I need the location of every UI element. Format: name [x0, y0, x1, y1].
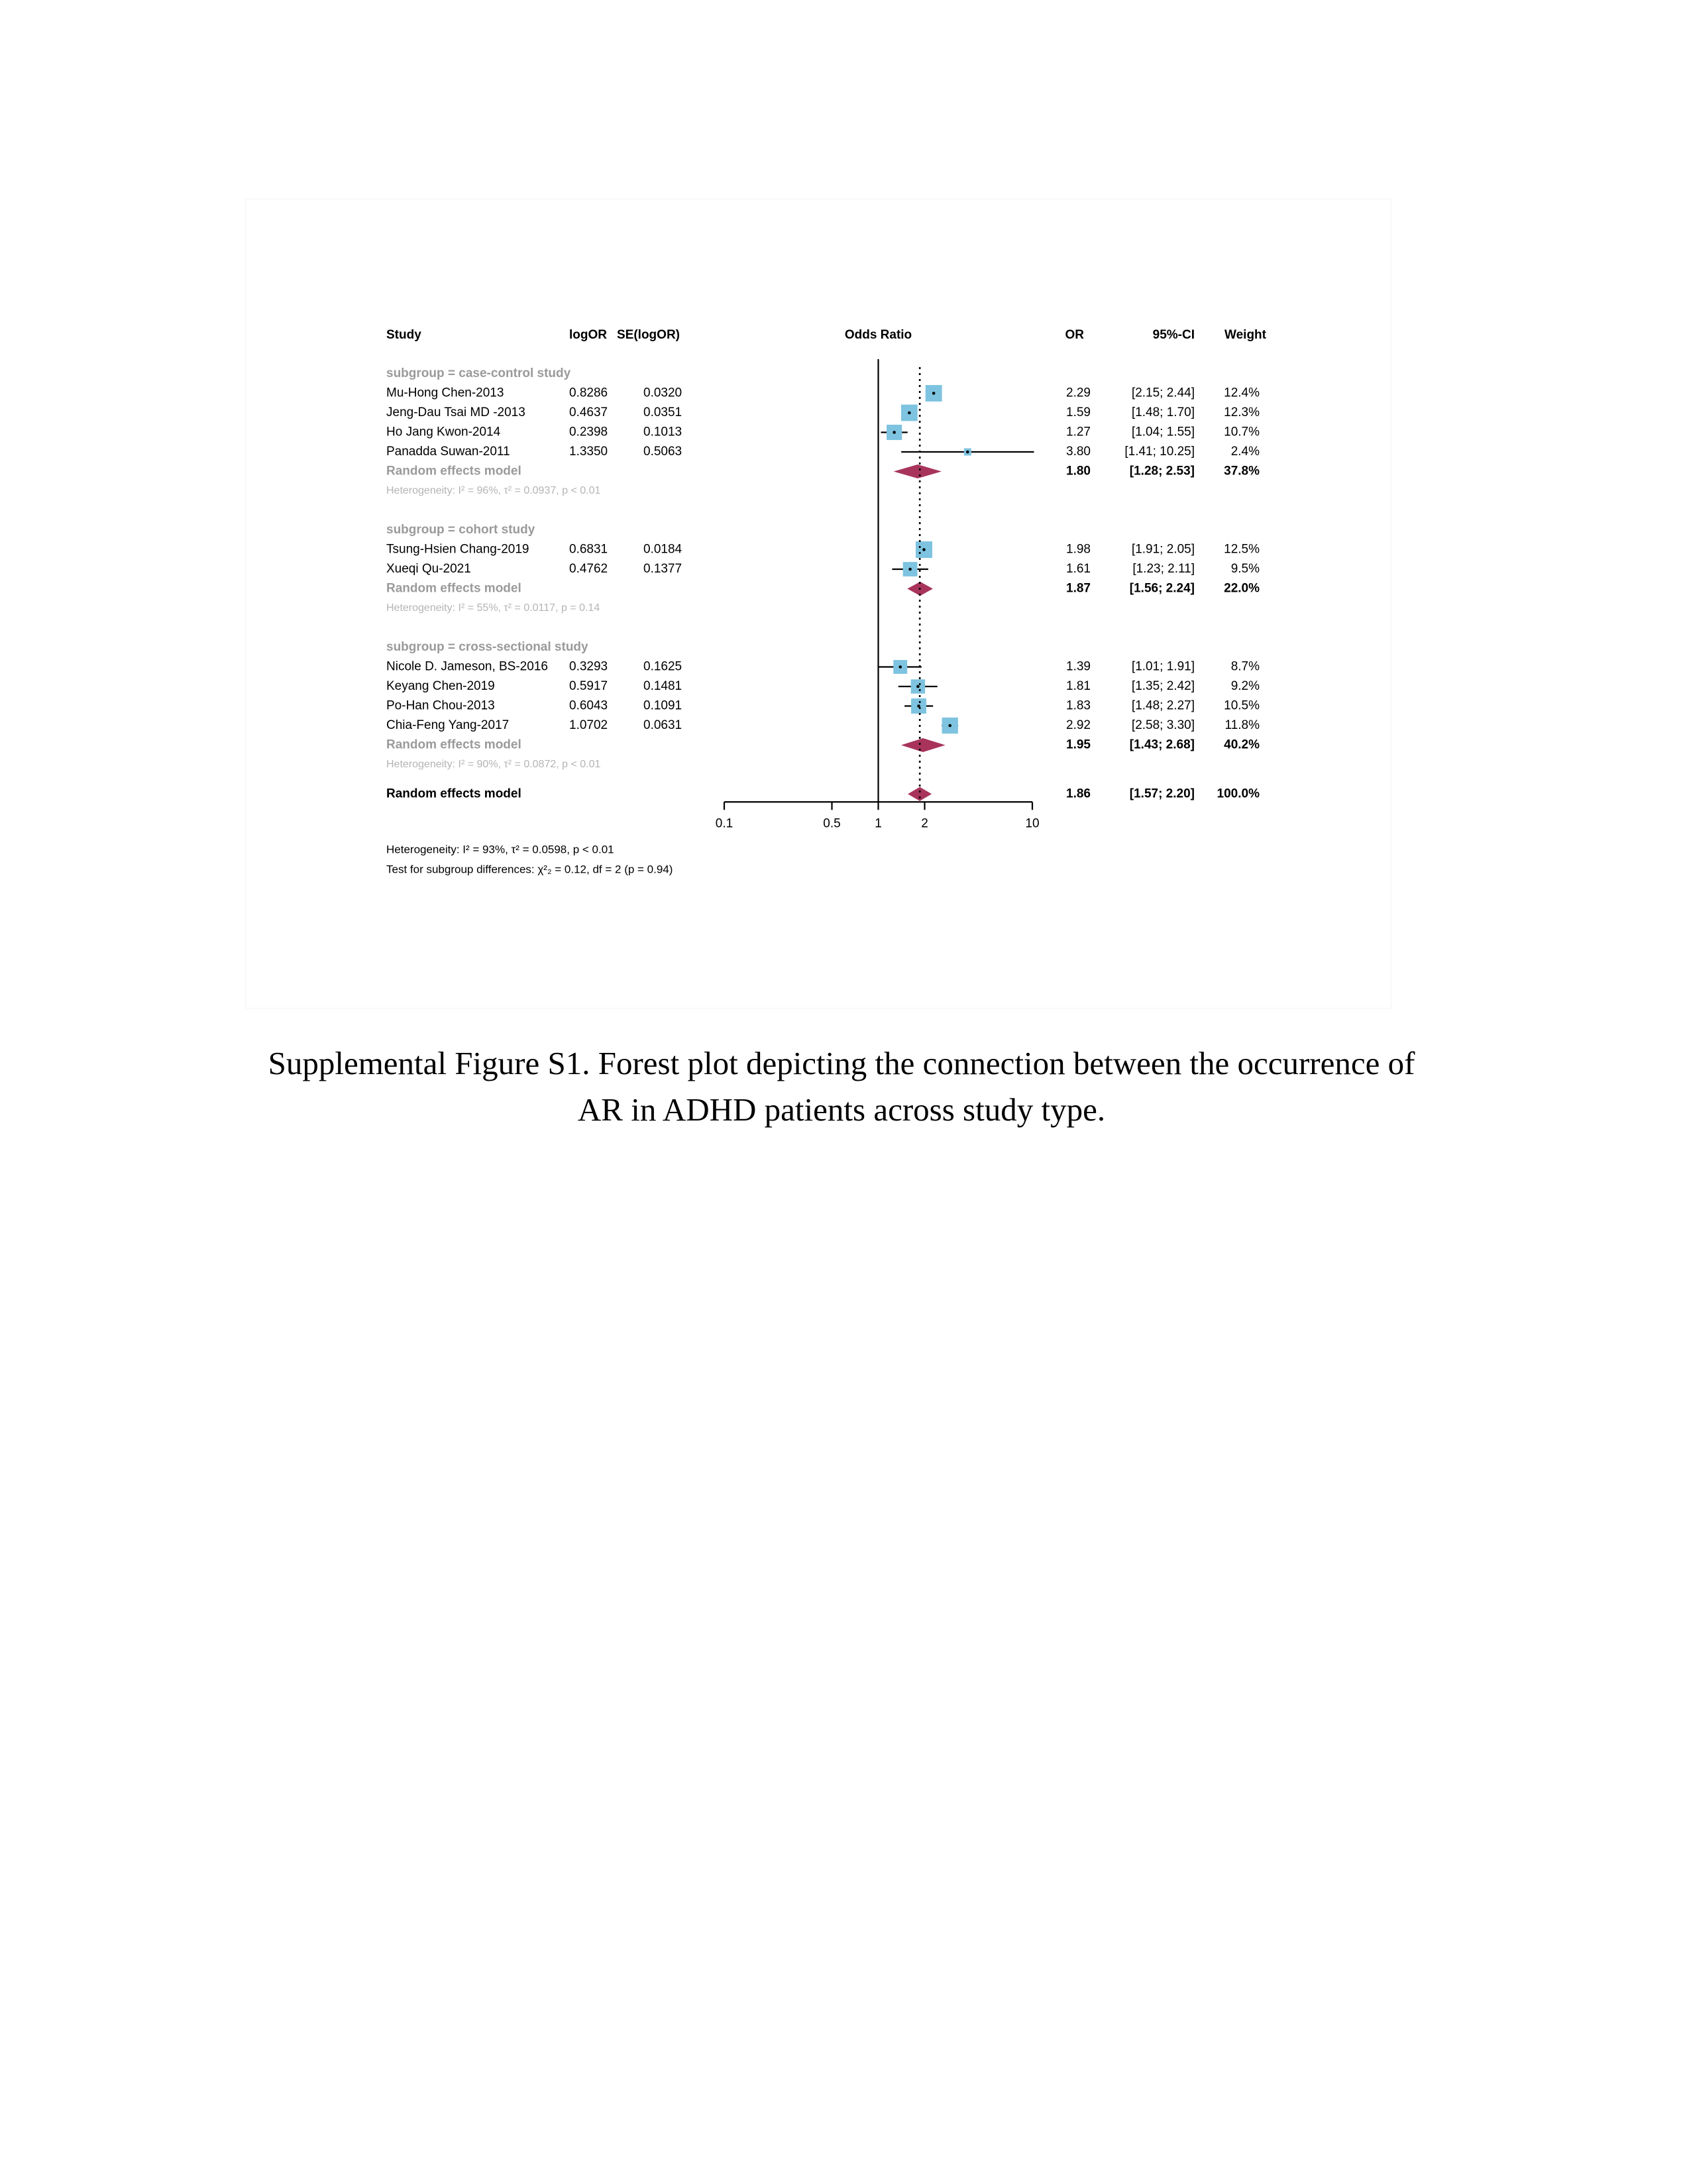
study-0-1-or-value: 1.59: [1066, 406, 1091, 420]
study-1-0-or-value: 1.98: [1066, 542, 1091, 557]
study-0-0-logor: 0.8286: [569, 386, 608, 400]
study-2-2-name: Po-Han Chou-2013: [386, 698, 495, 713]
study-2-0-point: [898, 665, 902, 669]
study-2-0-name: Nicole D. Jameson, BS-2016: [386, 659, 548, 674]
subgroup-label: subgroup = cross-sectional study: [386, 640, 588, 655]
overall-diamond: [908, 787, 931, 800]
study-0-3-or-value: 3.80: [1066, 445, 1091, 459]
x-axis-tick-label: 2: [921, 816, 928, 831]
study-2-2-se: 0.1091: [643, 698, 682, 713]
study-2-2-or-value: 1.83: [1066, 698, 1091, 713]
study-1-0-point: [922, 548, 926, 551]
header-weight: Weight: [1224, 328, 1266, 343]
x-axis-tick-label: 0.5: [823, 816, 841, 831]
study-0-2-weight-value: 10.7%: [1224, 425, 1260, 439]
subgroup-model-label: Random effects model: [386, 464, 521, 478]
study-2-1-point: [916, 685, 920, 688]
forest-plot: [246, 199, 1392, 1009]
study-2-0-logor: 0.3293: [569, 659, 608, 674]
study-0-0-point: [932, 392, 936, 395]
study-2-3-or-value: 2.92: [1066, 718, 1091, 733]
study-0-0-weight-value: 12.4%: [1224, 386, 1260, 400]
subgroup-label: subgroup = cohort study: [386, 523, 535, 537]
study-0-3-point: [966, 451, 969, 454]
study-2-2-ci-value: [1.48; 2.27]: [1131, 698, 1195, 713]
study-1-1-ci-value: [1.23; 2.11]: [1132, 562, 1195, 576]
study-1-0-ci-value: [1.91; 2.05]: [1131, 542, 1195, 557]
caption-line-1: Supplemental Figure S1. Forest plot depicting the connection between the occurrence of: [268, 1045, 1415, 1081]
subgroup-diamond-2: [902, 739, 944, 752]
x-axis-tick-label: 0.1: [715, 816, 733, 831]
study-2-0-or-value: 1.39: [1066, 659, 1091, 674]
subgroup-model-label: Random effects model: [386, 581, 521, 596]
study-0-2-se: 0.1013: [643, 425, 682, 439]
subgroup-model-2-or-value: 1.95: [1066, 737, 1091, 752]
study-2-3-se: 0.0631: [643, 718, 682, 733]
study-1-0-name: Tsung-Hsien Chang-2019: [386, 542, 529, 557]
study-0-1-weight-value: 12.3%: [1224, 406, 1260, 420]
header-study: Study: [386, 328, 421, 343]
footer-heterogeneity: Heterogeneity: I² = 93%, τ² = 0.0598, p < 0.01: [386, 843, 614, 856]
study-0-3-weight-value: 2.4%: [1230, 445, 1260, 459]
figure-caption: [199, 1040, 1484, 1133]
overall-model-weight-value: 100.0%: [1217, 787, 1260, 801]
study-1-1-se: 0.1377: [643, 562, 682, 576]
overall-model-ci-value: [1.57; 2.20]: [1129, 787, 1195, 801]
study-0-3-logor: 1.3350: [569, 445, 608, 459]
study-0-2-logor: 0.2398: [569, 425, 608, 439]
study-2-3-name: Chia-Feng Yang-2017: [386, 718, 510, 733]
study-2-3-weight-value: 11.8%: [1224, 718, 1260, 733]
study-2-1-ci-value: [1.35; 2.42]: [1131, 679, 1195, 694]
subgroup-heterogeneity: Heterogeneity: I² = 90%, τ² = 0.0872, p < 0.01: [386, 759, 601, 771]
subgroup-model-1-weight-value: 22.0%: [1224, 581, 1260, 596]
study-2-1-or-value: 1.81: [1066, 679, 1091, 694]
forest-plot-figure: [245, 199, 1391, 1009]
study-1-1-point: [908, 568, 912, 571]
study-0-3-name: Panadda Suwan-2011: [386, 445, 510, 459]
subgroup-heterogeneity: Heterogeneity: I² = 96%, τ² = 0.0937, p < 0.01: [386, 485, 601, 497]
subgroup-model-1-or-value: 1.87: [1066, 581, 1091, 596]
study-2-3-ci-value: [2.58; 3.30]: [1131, 718, 1195, 733]
header-se: SE(logOR): [617, 328, 680, 343]
study-0-1-name: Jeng-Dau Tsai MD -2013: [386, 406, 525, 420]
study-2-1-logor: 0.5917: [569, 679, 608, 694]
header-ci: 95%-CI: [1152, 328, 1195, 343]
study-0-0-or-value: 2.29: [1066, 386, 1091, 400]
x-axis-tick-label: 1: [875, 816, 882, 831]
study-1-0-se: 0.0184: [643, 542, 682, 557]
study-2-1-weight-value: 9.2%: [1230, 679, 1260, 694]
subgroup-model-1-ci-value: [1.56; 2.24]: [1129, 581, 1195, 596]
study-0-3-se: 0.5063: [643, 445, 682, 459]
study-2-0-se: 0.1625: [643, 659, 682, 674]
footer-subgroup-test: Test for subgroup differences: χ²₂ = 0.12, df = 2 (p = 0.94): [386, 863, 673, 876]
study-1-1-logor: 0.4762: [569, 562, 608, 576]
study-2-2-weight-value: 10.5%: [1224, 698, 1260, 713]
study-0-3-ci-value: [1.41; 10.25]: [1124, 445, 1195, 459]
subgroup-heterogeneity: Heterogeneity: I² = 55%, τ² = 0.0117, p = 0.14: [386, 602, 600, 614]
subgroup-model-label: Random effects model: [386, 737, 521, 752]
header-logor: logOR: [569, 328, 607, 343]
caption-line-2: AR in ADHD patients across study type.: [577, 1091, 1106, 1128]
study-2-3-logor: 1.0702: [569, 718, 608, 733]
study-1-1-name: Xueqi Qu-2021: [386, 562, 471, 576]
overall-model-label: Random effects model: [386, 787, 521, 801]
overall-model-or-value: 1.86: [1066, 787, 1091, 801]
study-0-1-logor: 0.4637: [569, 406, 608, 420]
header-or: OR: [1065, 328, 1084, 343]
study-0-2-name: Ho Jang Kwon-2014: [386, 425, 501, 439]
subgroup-diamond-0: [895, 465, 940, 478]
study-0-1-se: 0.0351: [643, 406, 682, 420]
subgroup-model-2-weight-value: 40.2%: [1224, 737, 1260, 752]
study-2-0-ci-value: [1.01; 1.91]: [1131, 659, 1195, 674]
study-1-0-logor: 0.6831: [569, 542, 608, 557]
study-0-0-name: Mu-Hong Chen-2013: [386, 386, 504, 400]
study-0-1-point: [908, 411, 911, 415]
study-0-2-or-value: 1.27: [1066, 425, 1091, 439]
study-2-1-name: Keyang Chen-2019: [386, 679, 495, 694]
subgroup-model-0-ci-value: [1.28; 2.53]: [1129, 464, 1195, 478]
study-0-2-point: [893, 431, 896, 434]
study-2-0-weight-value: 8.7%: [1230, 659, 1260, 674]
study-1-1-weight-value: 9.5%: [1230, 562, 1260, 576]
x-axis-tick-label: 10: [1025, 816, 1040, 831]
study-2-3-point: [948, 724, 951, 728]
subgroup-model-0-or-value: 1.80: [1066, 464, 1091, 478]
header-odds-ratio: Odds Ratio: [844, 328, 912, 343]
study-0-0-se: 0.0320: [643, 386, 682, 400]
subgroup-label: subgroup = case-control study: [386, 366, 571, 381]
study-2-1-se: 0.1481: [643, 679, 682, 694]
study-1-1-or-value: 1.61: [1066, 562, 1091, 576]
subgroup-model-2-ci-value: [1.43; 2.68]: [1129, 737, 1195, 752]
study-1-0-weight-value: 12.5%: [1224, 542, 1260, 557]
subgroup-model-0-weight-value: 37.8%: [1224, 464, 1260, 478]
study-0-0-ci-value: [2.15; 2.44]: [1131, 386, 1195, 400]
study-2-2-logor: 0.6043: [569, 698, 608, 713]
study-0-2-ci-value: [1.04; 1.55]: [1131, 425, 1195, 439]
study-0-1-ci-value: [1.48; 1.70]: [1131, 406, 1195, 420]
